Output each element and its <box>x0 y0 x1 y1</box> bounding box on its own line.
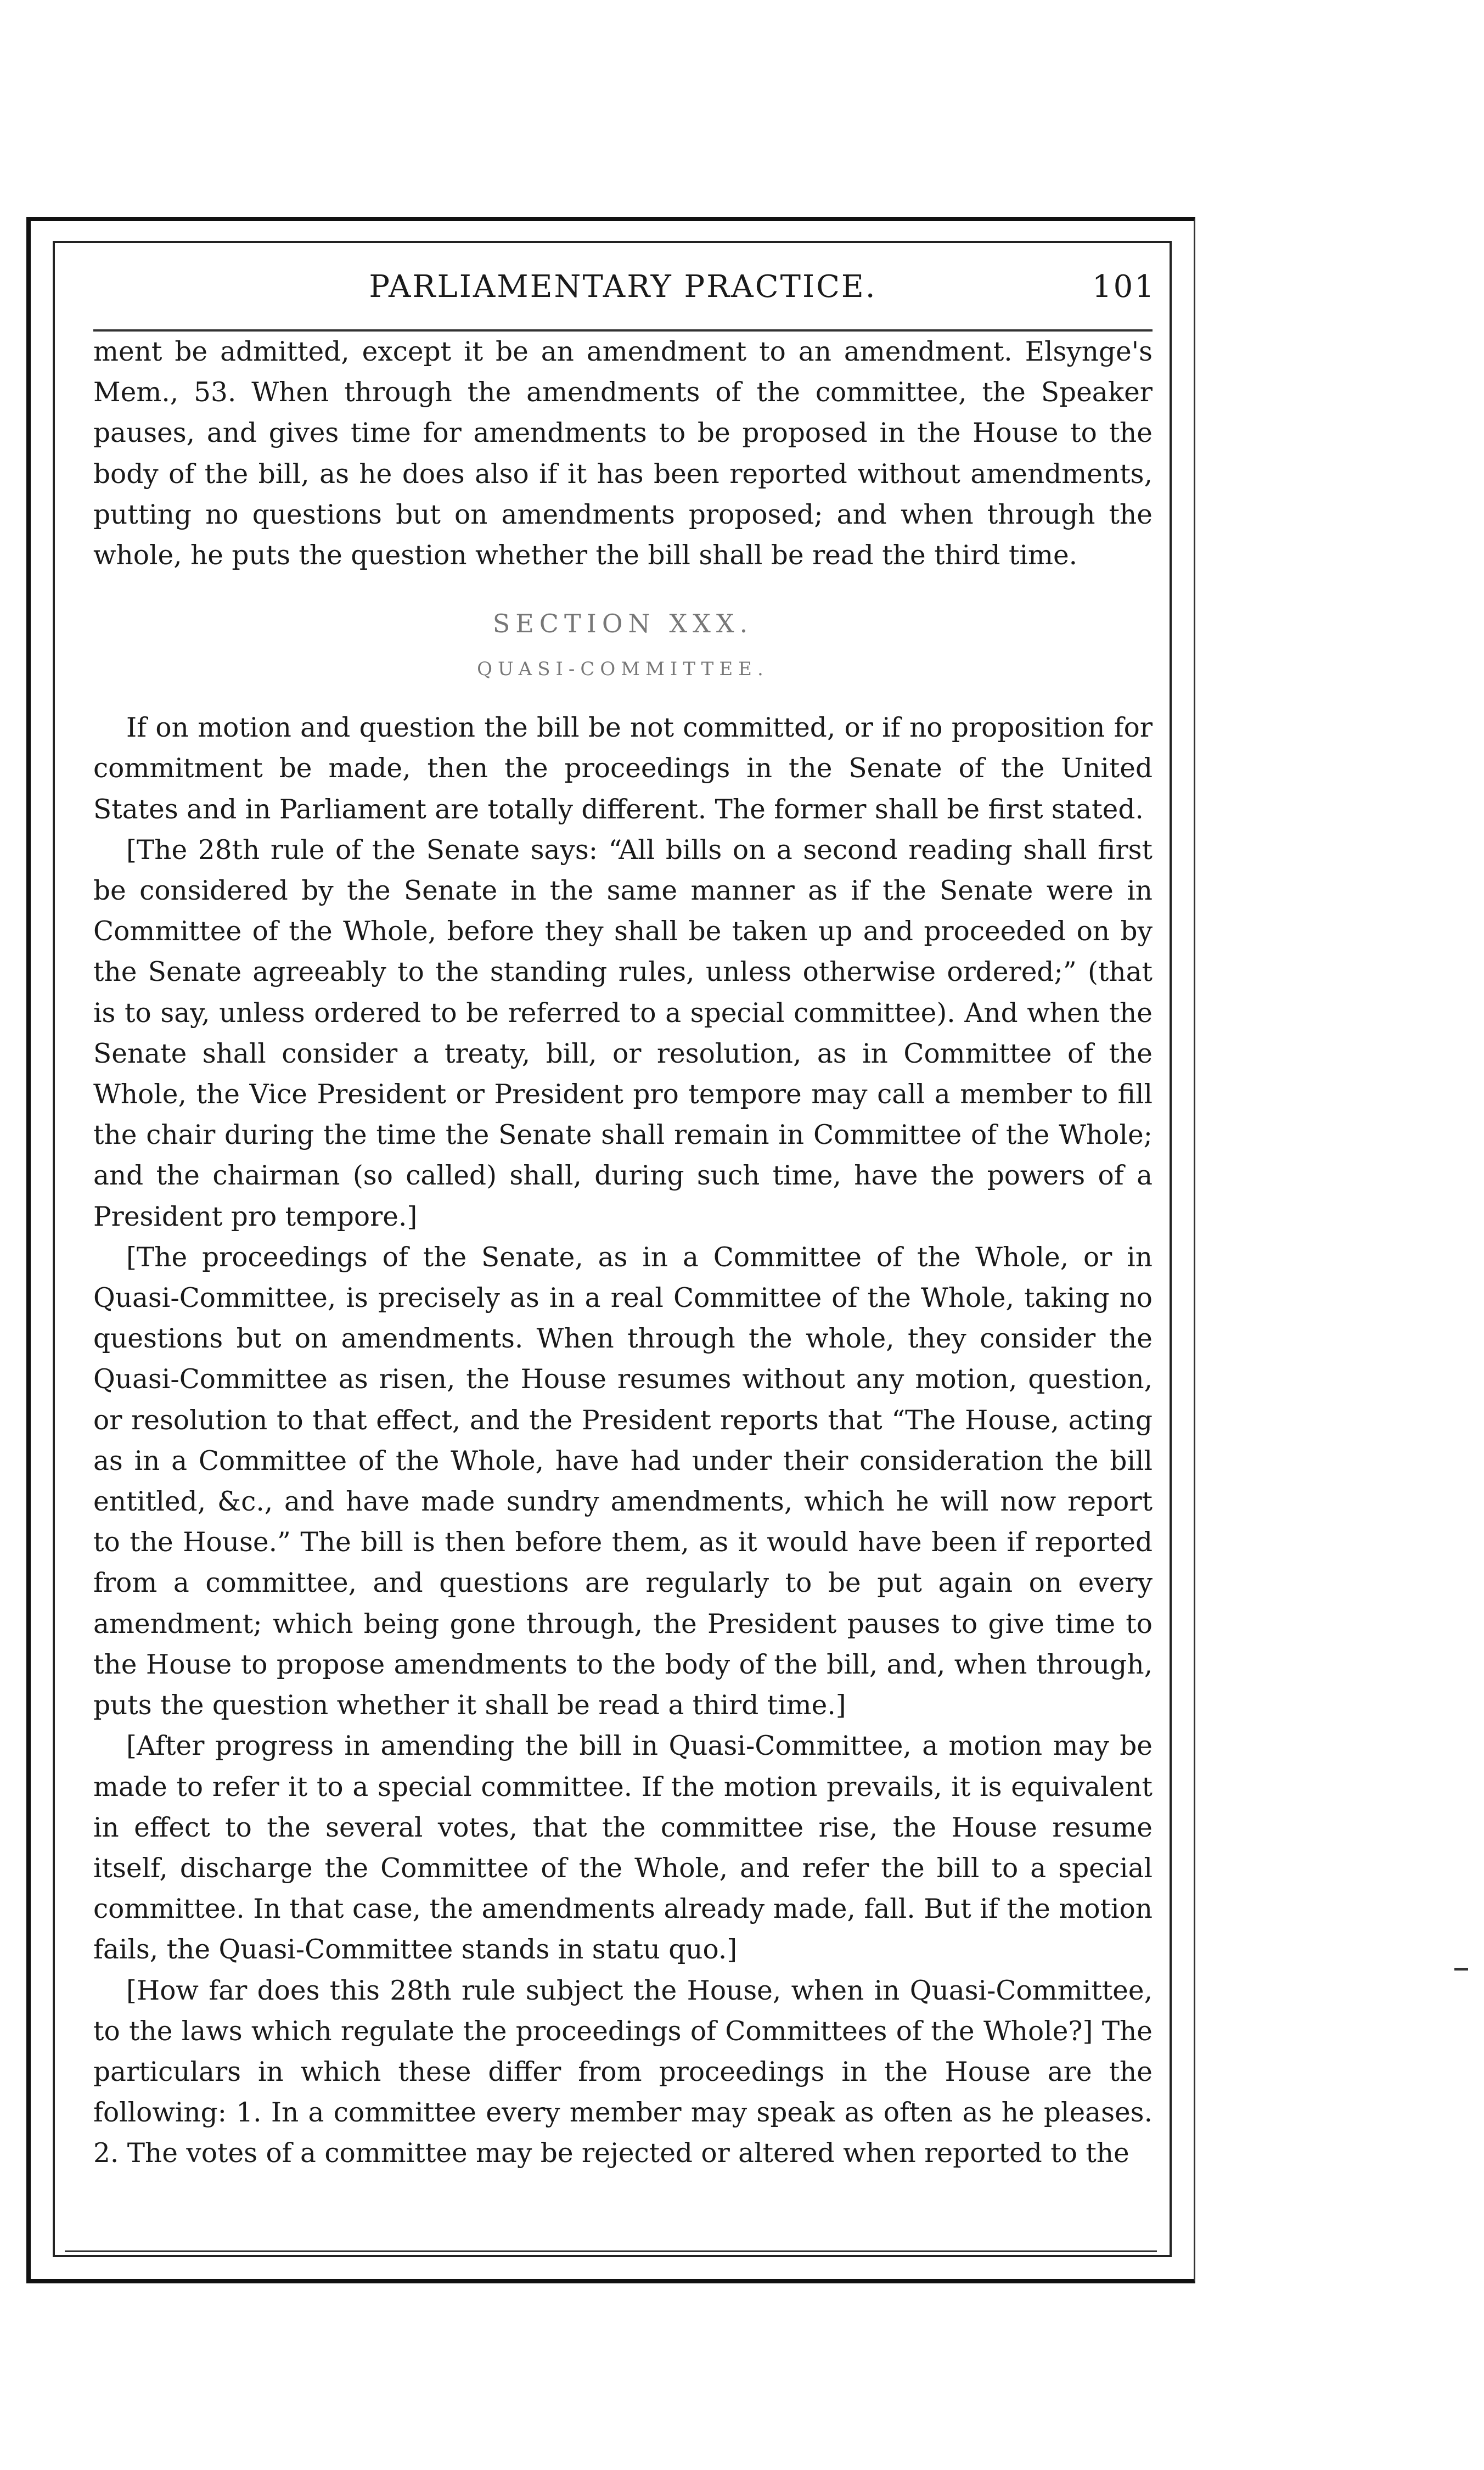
paragraph: [After progress in amending the bill in Quasi-Committee, a motion may be made to refer it to a special committee. If the motion prevails, it is equivalent in effect to the several votes, that the committee rise, the House resume itself, discharge the Committee of the Whole, and refer the bill to a special committee. In that case, the amendments already made, fall. But if the motion fails, the Quasi-Committee stands in statu quo.] <box>93 1731 1153 1966</box>
paragraph: [How far does this 28th rule subject the House, when in Quasi-Committee, to the laws which regulate the proceedings of Committees of the Whole?] The particulars in which these differ from proceedings in the House are the following: 1. In a committee every member may speak as often as he pleases. 2. The votes of a committee may be rejected or altered when reported to the <box>93 1975 1153 2169</box>
body-text <box>93 332 1153 2174</box>
margin-mark <box>1454 1968 1468 1971</box>
paragraph-continuation: ment be admitted, except it be an amendment to an amendment. Elsynge's Mem., 53. When through the amendments of the committee, the Speaker pauses, and gives time for amendments to be proposed in the House to the body of the bill, as he does also if it has been reported without amendments, putting no questions but on amendments proposed; and when through the whole, he puts the question whether the bill shall be read the third time. <box>93 336 1153 571</box>
section-subheading: QUASI-COMMITTEE. <box>477 658 769 681</box>
page-number: 101 <box>1092 269 1156 305</box>
footer-rule <box>65 2250 1157 2252</box>
running-title: PARLIAMENTARY PRACTICE. <box>369 269 877 305</box>
running-header <box>93 269 1156 313</box>
section-heading: SECTION XXX. <box>492 609 754 639</box>
paragraph: [The proceedings of the Senate, as in a Committee of the Whole, or in Quasi-Committee, is precisely as in a real Committee of the Whole, taking no questions but on amendments. When through the whole, they consider the Quasi-Committee as risen, the House resumes without any motion, question, or resolution to that effect, and the President reports that “The House, acting as in a Committee of the Whole, have had under their consideration the bill entitled, &c., and have made sundry amendments, which he will now report to the House.” The bill is then before them, as it would have been if reported from a committee, and questions are regularly to be put again on every amendment; which being gone through, the President pauses to give time to the House to propose amendments to the body of the bill, and, when through, puts the question whether it shall be read a third time.] <box>93 1242 1153 1721</box>
paragraph: [The 28th rule of the Senate says: “All bills on a second reading shall first be considered by the Senate in the same manner as if the Senate were in Committee of the Whole, before they shall be taken up and proceeded on by the Senate agreeably to the standing rules, unless otherwise ordered;” (that is to say, unless ordered to be referred to a special committee). And when the Senate shall consider a treaty, bill, or resolution, as in Committee of the Whole, the Vice President or President pro tempore may call a member to fill the chair during the time the Senate shall remain in Committee of the Whole; and the chairman (so called) shall, during such time, have the powers of a President pro tempore.] <box>93 834 1153 1232</box>
paragraph: If on motion and question the bill be not committed, or if no proposition for commitment be made, then the proceedings in the Senate of the United States and in Parliament are totally different. The former shall be first stated. <box>93 712 1153 825</box>
page-content <box>93 269 1156 2174</box>
